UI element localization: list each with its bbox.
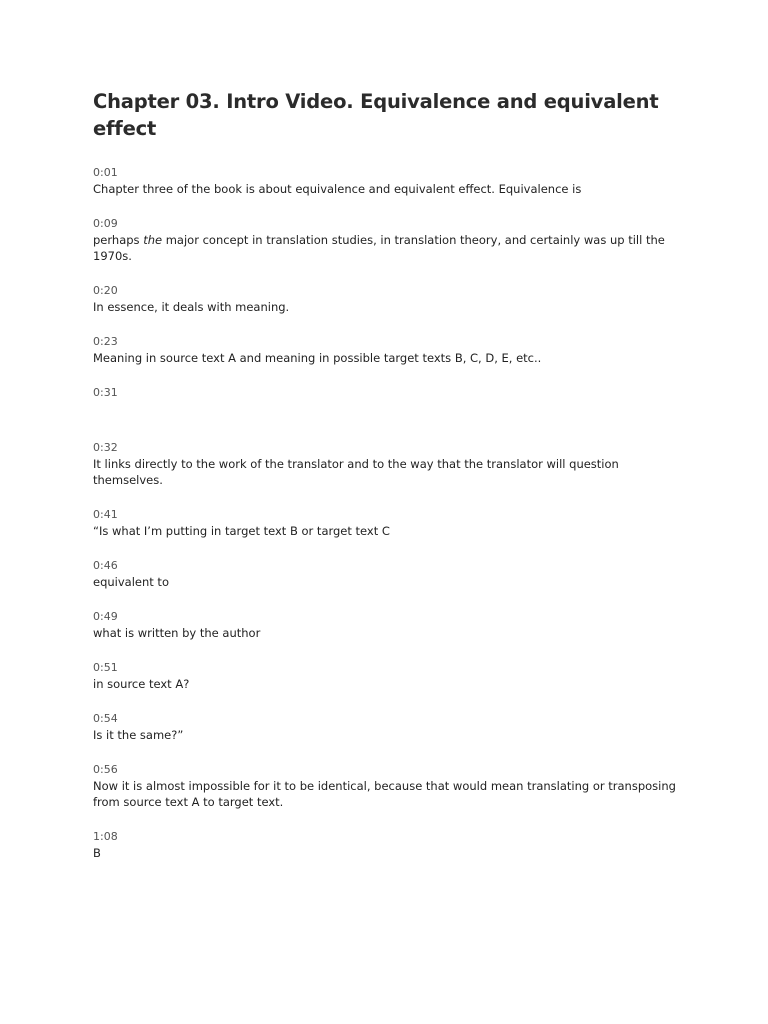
transcript-text: It links directly to the work of the translator and to the way that the translator will question themselves. bbox=[93, 457, 619, 487]
transcript-text: In essence, it deals with meaning. bbox=[93, 300, 290, 314]
timestamp: 0:23 bbox=[93, 335, 118, 348]
timestamp: 0:09 bbox=[93, 217, 118, 230]
transcript-entry bbox=[93, 829, 683, 861]
transcript-entry bbox=[93, 165, 683, 197]
timestamp: 0:01 bbox=[93, 166, 118, 179]
timestamp: 0:46 bbox=[93, 559, 118, 572]
timestamp: 0:49 bbox=[93, 610, 118, 623]
transcript-entry bbox=[93, 283, 683, 315]
timestamp: 0:32 bbox=[93, 441, 118, 454]
transcript-text: equivalent to bbox=[93, 575, 169, 589]
page-title: Chapter 03. Intro Video. Equivalence and equivalent effect bbox=[93, 90, 659, 140]
transcript-entry bbox=[93, 385, 683, 421]
transcript-text: what is written by the author bbox=[93, 626, 261, 640]
transcript-text: B bbox=[93, 846, 101, 860]
transcript-entry bbox=[93, 660, 683, 692]
transcript-entry bbox=[93, 216, 683, 264]
transcript-entry bbox=[93, 440, 683, 488]
timestamp: 1:08 bbox=[93, 830, 118, 843]
transcript-text: Is it the same?” bbox=[93, 728, 184, 742]
transcript-text bbox=[93, 401, 683, 421]
transcript-text: Now it is almost impossible for it to be identical, because that would mean translating or transposing from source text A to target text. bbox=[93, 779, 676, 809]
transcript-text: “Is what I’m putting in target text B or target text C bbox=[93, 524, 390, 538]
timestamp: 0:41 bbox=[93, 508, 118, 521]
transcript-entry bbox=[93, 762, 683, 810]
timestamp: 0:20 bbox=[93, 284, 118, 297]
transcript-text: Meaning in source text A and meaning in possible target texts B, C, D, E, etc.. bbox=[93, 351, 542, 365]
transcript-text bbox=[93, 232, 683, 264]
timestamp: 0:54 bbox=[93, 712, 118, 725]
transcript-entry bbox=[93, 507, 683, 539]
transcript-entry bbox=[93, 558, 683, 590]
transcript-entry bbox=[93, 609, 683, 641]
text-segment: major concept in translation studies, in translation theory, and certainly was up till the 1970s. bbox=[93, 233, 665, 263]
transcript-text: in source text A? bbox=[93, 677, 190, 691]
transcript-entry bbox=[93, 711, 683, 743]
emphasis-text: the bbox=[143, 233, 163, 247]
timestamp: 0:31 bbox=[93, 386, 118, 399]
timestamp: 0:51 bbox=[93, 661, 118, 674]
transcript-entry bbox=[93, 334, 683, 366]
transcript-text: Chapter three of the book is about equivalence and equivalent effect. Equivalence is bbox=[93, 182, 582, 196]
timestamp: 0:56 bbox=[93, 763, 118, 776]
text-segment: perhaps bbox=[93, 233, 144, 247]
transcript-page bbox=[93, 88, 683, 880]
